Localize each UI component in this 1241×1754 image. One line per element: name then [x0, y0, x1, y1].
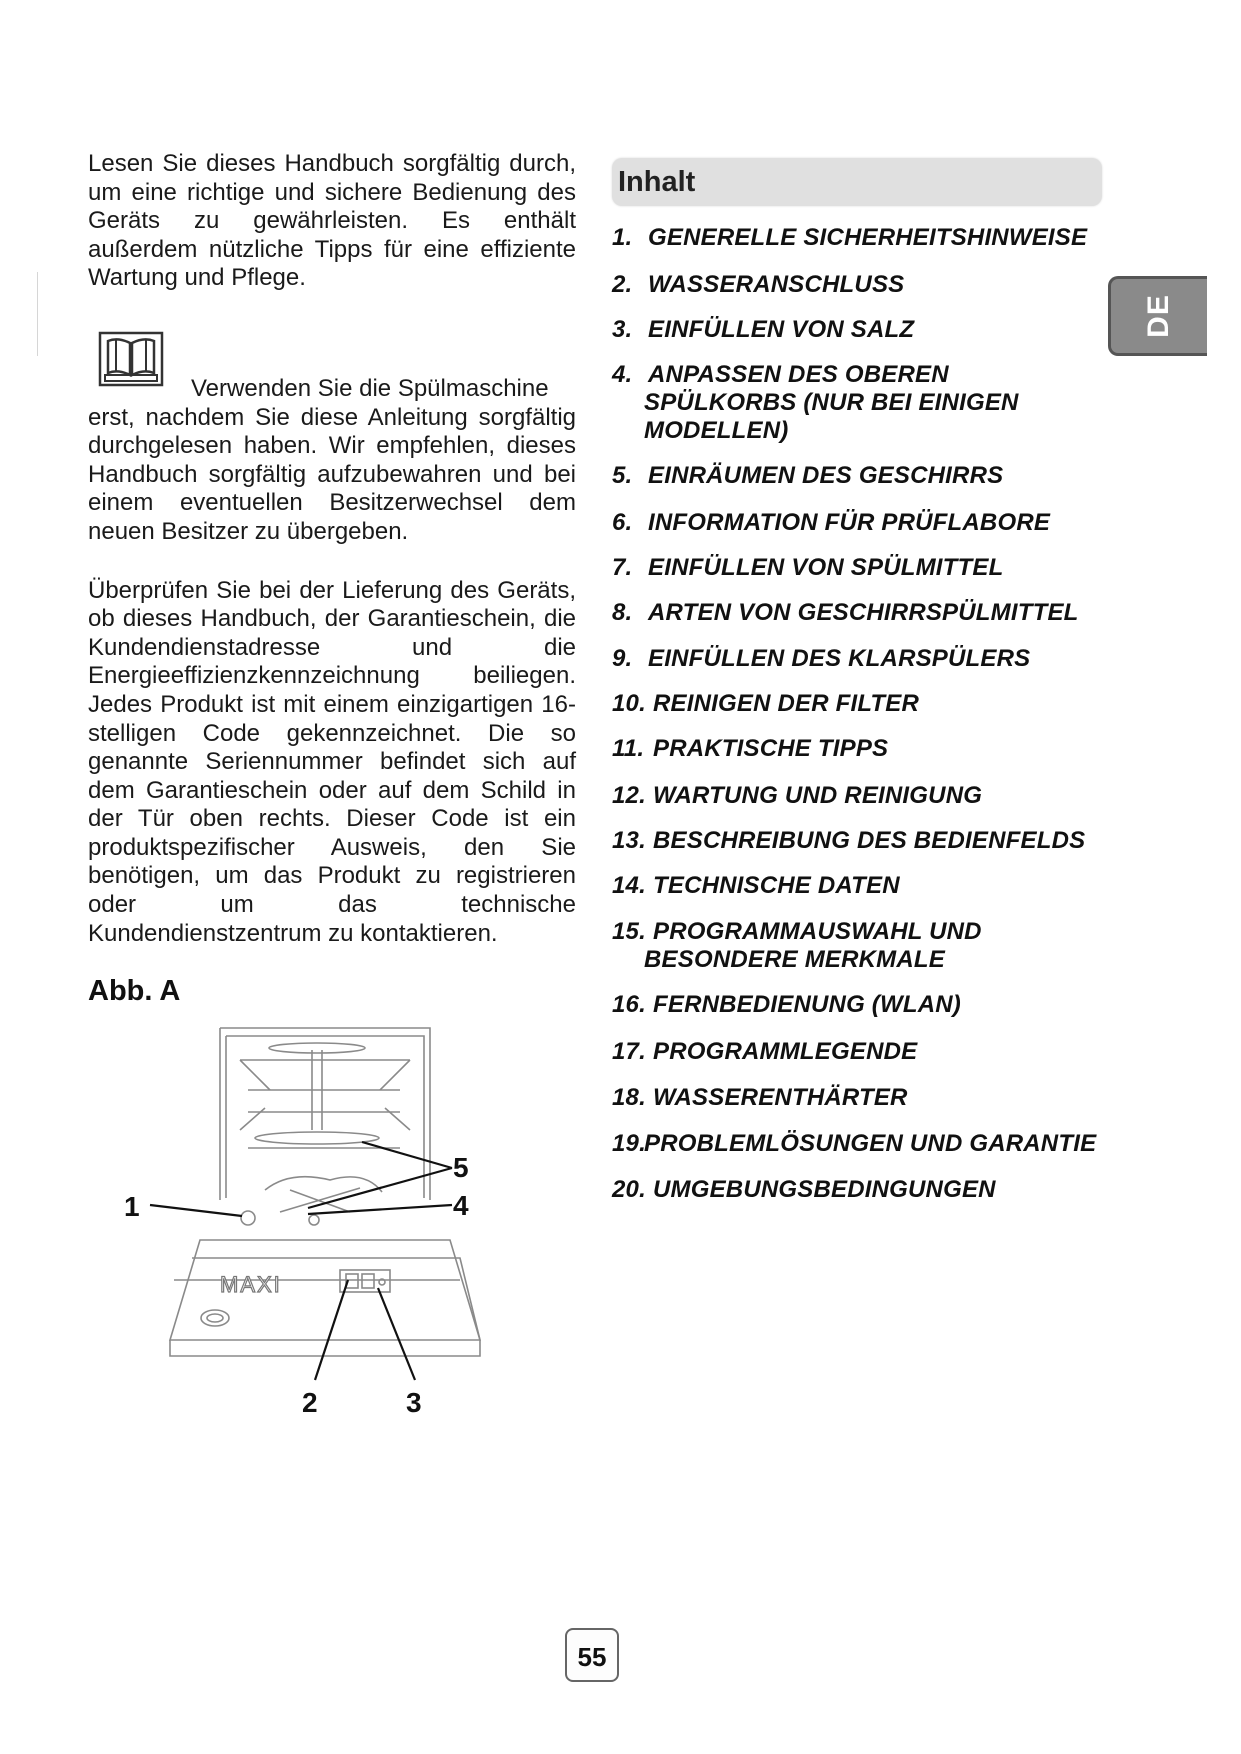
- control-panel-logo: MAXI: [220, 1272, 282, 1297]
- toc-item[interactable]: 15. PROGRAMMAUSWAHL UND BESONDERE MERKMALE: [612, 918, 982, 973]
- language-tab[interactable]: [1108, 276, 1207, 356]
- intro-paragraph-2-lead: Verwenden Sie die Spülmaschine: [191, 374, 549, 402]
- open-book-icon: [98, 331, 164, 387]
- callout-3: 3: [406, 1387, 422, 1418]
- toc-item[interactable]: 4. ANPASSEN DES OBEREN SPÜLKORBS (NUR BEI EINIGEN MODELLEN): [612, 361, 1019, 444]
- callout-5: 5: [453, 1152, 469, 1183]
- toc-item[interactable]: 13. BESCHREIBUNG DES BEDIENFELDS: [612, 827, 1086, 854]
- callout-2: 2: [302, 1387, 318, 1418]
- toc-item[interactable]: 8. ARTEN VON GESCHIRRSPÜLMITTEL: [612, 599, 1079, 626]
- toc-item[interactable]: 12. WARTUNG UND REINIGUNG: [612, 782, 983, 809]
- toc-item[interactable]: 17. PROGRAMMLEGENDE: [612, 1038, 918, 1065]
- toc-item[interactable]: 11. PRAKTISCHE TIPPS: [612, 735, 889, 762]
- toc-item[interactable]: 5. EINRÄUMEN DES GESCHIRRS: [612, 462, 1004, 489]
- toc-item[interactable]: 19.PROBLEMLÖSUNGEN UND GARANTIE: [612, 1130, 1097, 1157]
- toc-header: [612, 158, 1102, 206]
- manual-notice: [88, 331, 576, 547]
- toc-item[interactable]: 16. FERNBEDIENUNG (WLAN): [612, 991, 961, 1018]
- dishwasher-figure: [124, 1020, 550, 1490]
- margin-mark: [37, 272, 38, 356]
- page-number: 55: [565, 1628, 619, 1682]
- intro-paragraph-1: Lesen Sie dieses Handbuch sorgfältig durch, um eine richtige und sichere Bedienung des Geräts zu gewährleisten. Es enthält außerdem nützliche Tipps für eine effiziente Wartung und Pflege.: [88, 150, 576, 292]
- intro-column: [88, 150, 576, 948]
- intro-paragraph-2-rest: erst, nachdem Sie diese Anleitung sorgfältig durchgelesen haben. Wir empfehlen, dieses Handbuch sorgfältig aufzubewahren und bei einem eventuellen Besitzerwechsel dem neuen Besitzer zu übergeben.: [88, 403, 576, 545]
- toc-item[interactable]: 2. WASSERANSCHLUSS: [612, 271, 905, 298]
- toc-item[interactable]: 7. EINFÜLLEN VON SPÜLMITTEL: [612, 554, 1004, 581]
- intro-paragraph-3: Überprüfen Sie bei der Lieferung des Geräts, ob dieses Handbuch, der Garantieschein, die Kundendienstadresse und die Energieeffizienzkennzeichnung beiliegen. Jedes Produkt ist mit einem einzigartigen 16-stelligen Code gekennzeichnet. Die so genannte Seriennummer befindet sich auf dem Garantieschein oder auf dem Schild in der Tür oben rechts. Dieser Code ist ein produktspezifischer Ausweis, den Sie benötigen, um das Produkt zu registrieren oder um das technische Kundendienstzentrum zu kontaktieren.: [88, 576, 576, 947]
- callout-4: 4: [453, 1190, 469, 1221]
- toc-item[interactable]: 10. REINIGEN DER FILTER: [612, 690, 920, 717]
- language-tab-label: DE: [1142, 294, 1175, 338]
- toc-item[interactable]: 20. UMGEBUNGSBEDINGUNGEN: [612, 1176, 996, 1203]
- toc-item[interactable]: 1. GENERELLE SICHERHEITSHINWEISE: [612, 224, 1088, 251]
- callout-1: 1: [124, 1191, 140, 1222]
- toc-item[interactable]: 14. TECHNISCHE DATEN: [612, 872, 900, 899]
- toc-item[interactable]: 18. WASSERENTHÄRTER: [612, 1084, 908, 1111]
- toc-item[interactable]: 6. INFORMATION FÜR PRÜFLABORE: [612, 509, 1051, 536]
- toc-item[interactable]: 3. EINFÜLLEN VON SALZ: [612, 316, 915, 343]
- figure-title: Abb. A: [88, 975, 181, 1007]
- toc-title: Inhalt: [618, 166, 696, 198]
- toc-item[interactable]: 9. EINFÜLLEN DES KLARSPÜLERS: [612, 645, 1031, 672]
